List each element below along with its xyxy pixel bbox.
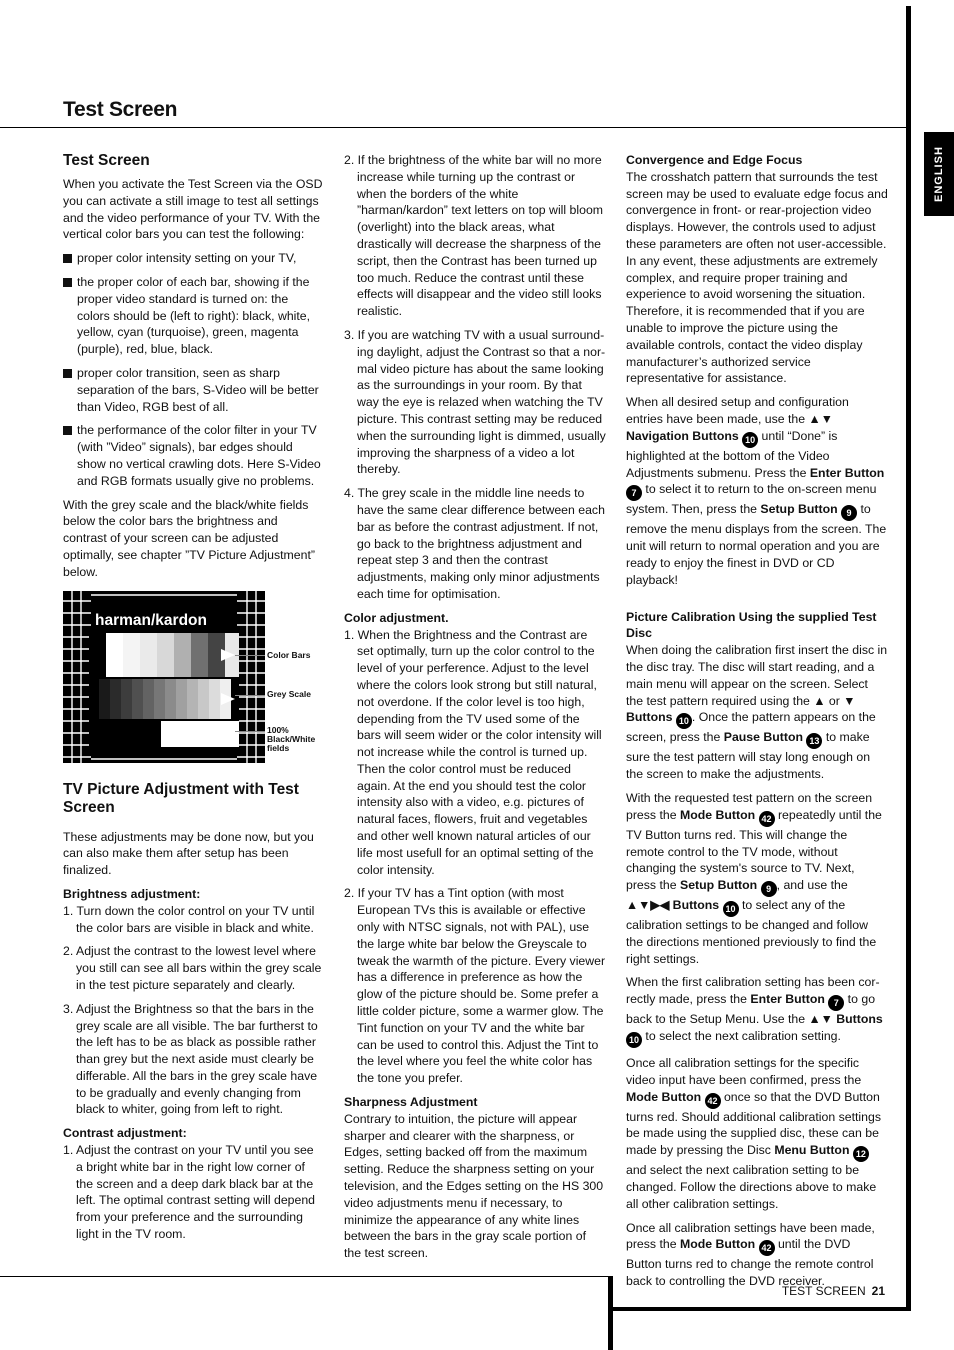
number-badge-icon: 12	[853, 1146, 869, 1162]
numbered-step: 2. If the brightness of the white bar will no more increase while turning up the contrast or when the borders of the white ”harman/kardon” text letters on top will bloom (overlight) into the black areas, what drastically will decrease the sharpness of the script, then the Contrast has been turned up too much. Reduce the contrast until these effects will disappear and the video still looks realistic.	[344, 153, 604, 319]
brand-logo-text: harman/kardon	[95, 611, 207, 629]
bottom-rule	[0, 1276, 610, 1277]
number-badge-icon: 9	[841, 505, 857, 521]
paragraph: These adjustments may be done now, but you can also make them after setup has been finalized.	[63, 829, 314, 878]
subheading-brightness: Brightness adjustment:	[63, 886, 201, 901]
subheading-color: Color adjustment.	[344, 610, 449, 625]
numbered-step: 3. Adjust the Brightness so that the bars in the grey scale are all visible. The bar furtherst to the left has to be as black as possible rather than grey but the next aside must clearly be differable. All the bars in the grey scale have to be gradually and evenly changing from black to whiter, going from left to right.	[63, 1001, 318, 1117]
grey-scale-leader-line	[235, 695, 265, 696]
label-grey-scale: Grey Scale	[267, 688, 311, 699]
bullet-item	[63, 274, 323, 358]
bullet-item	[63, 365, 323, 415]
number-badge-icon: 10	[676, 713, 692, 729]
up-arrow-icon: ▲	[813, 693, 826, 708]
bw-fields-leader-line	[235, 731, 265, 732]
numbered-step: 2. If your TV has a Tint option (with most European TVs this is available or effective only with NTSC signals, not with PAL), use the large white bar below the Greyscale to tweak the warmth of the picture. Every viewer has a difference in preference as how the glow of the picture should be. Some prefer a little colder picture, some a warmer glow. The Tint function on your TV and the white bar can be used to control this. Adjust the Tint to the level where you feel the white color has the tone you prefer.	[344, 886, 606, 1086]
bottom-horizontal-bar	[608, 1307, 911, 1311]
numbered-step: 4. The grey scale in the middle line needs to have the same clear difference between each bar as before the contrast adjustment. If not, go back to the brightness adjustment and repeat step 3 and then the contrast adjustments, making only minor adjustments each time for optimisation.	[344, 486, 605, 601]
paragraph-cal-1: When doing the calibration first insert the disc in the disc tray. The disc will start reading, and a main menu will appear on the screen. Select the test pattern required using the ▲ or ▼ Buttons 10 . Once the pattern appears on the screen, press the Pause Button 13 to make sure the test pattern will stay long enough on the screen to make the adjustments.	[626, 643, 888, 782]
bullet-text: the performance of the color filter in your TV (with ”Video” signals), bar edges should show no vertical crawling dots. Here S-Video and RGB formats usually give no problems.	[77, 423, 321, 488]
number-badge-icon: 7	[626, 485, 642, 501]
bullet-text: proper color transition, seen as sharp separation of the bars, S-Video will be better than Video, RGB best of all.	[77, 365, 319, 414]
number-badge-icon: 7	[828, 995, 844, 1011]
paragraph-cal-5: Once all calibration settings have been made, press the Mode Button 42 until the DVD Button turns red to change the remote control back to controlling the DVD receiver.	[626, 1220, 875, 1289]
column-1	[63, 150, 323, 1250]
number-badge-icon: 10	[626, 1032, 642, 1048]
number-badge-icon: 42	[759, 1240, 775, 1256]
subheading-convergence: Convergence and Edge Focus	[626, 153, 803, 167]
number-badge-icon: 10	[742, 432, 758, 448]
subheading-calibration: Picture Calibration Using the supplied Test Disc	[626, 609, 877, 641]
number-badge-icon: 13	[806, 733, 822, 749]
test-pattern-image	[63, 591, 265, 763]
label-bw-line: 100%	[267, 724, 289, 735]
column-3	[626, 152, 888, 1297]
right-margin-bar	[906, 6, 911, 1311]
color-bars-leader-line	[235, 655, 265, 656]
language-tab: ENGLISH	[924, 132, 954, 216]
bullet-text: proper color intensity setting on your TV,	[77, 251, 297, 266]
section-heading-test-screen: Test Screen	[63, 152, 150, 169]
test-pattern-figure	[63, 591, 318, 763]
paragraph-cal-4: Once all calibration settings for the specific video input have been confirmed, press the Mode Button 42 once so that the DVD Button turns red. Should additional calibration settings be made using the supplied disc, these can be made by pressing the Disc Menu Button 12 and select the next calibration setting to be changed. Follow the directions above to make all other calibration settings.	[626, 1056, 881, 1211]
bullet-square-icon	[63, 278, 72, 287]
top-rule	[0, 127, 908, 128]
down-arrow-icon: ▼	[843, 693, 856, 708]
bullet-square-icon	[63, 369, 72, 378]
nav-arrows-icon: ▲▼	[808, 411, 833, 426]
bullet-square-icon	[63, 254, 72, 263]
numbered-step: 2. Adjust the contrast to the lowest level where you still can see all bars within the grey scale in the test picture separately and clearly.	[63, 944, 322, 992]
numbered-step: 3. If you are watching TV with a usual surround-ing daylight, adjust the Contrast so that a nor-mal video picture has about the same looking as the surroundings in your room. By that way the eye is relazed when watching the TV picture. This contrast setting may be reduced when the surrounding light is dimmed, usually improving the sharpness of a video a lot thereby.	[344, 327, 606, 477]
paragraph-cal-3: When the first calibration setting has been cor-rectly made, press the Enter Button 7 to go back to the Setup Menu. Use the ▲▼ Buttons 10 to select the next calibration setting.	[626, 974, 888, 1048]
number-badge-icon: 42	[705, 1093, 721, 1109]
subheading-contrast: Contrast adjustment:	[63, 1126, 187, 1141]
number-badge-icon: 9	[761, 881, 777, 897]
paragraph-cal-2: With the requested test pattern on the screen press the Mode Button 42 repeatedly until the TV Button turns red. This will change the remote control to the TV mode, without changing the system's source to TV. Next, press the Setup Button 9 , and use the ▲▼▶◀ Buttons 10 to select any of the calibration settings to be changed and follow the directions mentioned previously to find the right settings.	[626, 790, 882, 966]
column-2	[344, 152, 606, 1269]
nav-arrows-icon: ▲▼	[808, 1012, 833, 1027]
subheading-sharpness: Sharpness Adjustment	[344, 1095, 478, 1110]
paragraph-done: When all desired setup and configuration entries have been made, use the ▲▼ Navigation Buttons 10 until “Done” is highlighted at the bottom of the Video Adjustments submenu. Press the Enter Button 7 to select it to return to the on-screen menu system. Then, press the Setup Button 9 to remove the menu displays from the screen. The unit will return to normal operation and you are ready to enjoy the finest in DVD or CD playback!	[626, 395, 887, 587]
paragraph: When you activate the Test Screen via the OSD you can activate a still image to test all settings and the video performance of your TV. With the vertical color bars you can test the following:	[63, 177, 323, 242]
paragraph: With the grey scale and the black/white fields below the color bars the brightness and contrast of your screen can be adjusted optimally, see chapter ”TV Picture Adjustment” below.	[63, 497, 315, 579]
paragraph: The crosshatch pattern that surrounds the test screen may be used to evaluate edge focus and convergence in front- or rear-projection video displays. However, the controls used to adjust these parameters are often not user-accessible. In any event, these adjustments are extremely complex, and require proper training and experience to avoid worsening the situation. Therefore, it is recommended that if you are unable to improve the picture using the available controls, contact the video display manufacturer’s authorized service representative for assistance.	[626, 169, 888, 386]
page-number: 21	[871, 1284, 885, 1298]
bullet-item	[63, 250, 323, 267]
section-heading-tv-adjustment: TV Picture Adjustment with Test Screen	[63, 780, 299, 816]
number-badge-icon: 42	[759, 811, 775, 827]
label-bw-line: Black/White	[267, 733, 316, 744]
label-color-bars: Color Bars	[267, 649, 311, 660]
page-title: Test Screen	[63, 98, 178, 121]
bottom-vertical-bar	[608, 1276, 613, 1350]
number-badge-icon: 10	[723, 901, 739, 917]
page-footer	[770, 1284, 885, 1298]
bullet-item	[63, 422, 323, 489]
numbered-step: 1. Adjust the contrast on your TV until you see a bright white bar in the right low corner of the screen and a deep dark black bar at the left. The optimal contrast setting will depend from your preference and the surrounding light in the TV room.	[63, 1143, 316, 1242]
label-bw-line: fields	[267, 742, 290, 753]
bullet-text: the proper color of each bar, showing if the proper video standard is turned on: the colors should be (left to right): black, white, yellow, cyan (turquoise), green, magenta (purple), red, blue, black.	[77, 274, 311, 357]
label-bw-fields	[267, 726, 315, 753]
numbered-step: 1. When the Brightness and the Contrast are set optimally, turn up the color control to the level of your perference. Adjust to the level where the colors look strong but still natural, not overdone. If the color level is too high, depending from the TV used some of the bars will seem wider or the color intensity will not increase while the control is turned up. Then the color control must be reduced again. At the end you should test the color intensity also with a video, e.g. pictures of natural faces, flowers, fruit and vegetables and other well known natural articles of our life most usefull for an optimal setting of the color intensity.	[344, 627, 602, 877]
bullet-square-icon	[63, 426, 72, 435]
nav-arrows-icon: ▲▼▶◀	[626, 898, 670, 913]
paragraph: Contrary to intuition, the picture will appear sharper and clearer with the sharpness, or Edges, setting backed off from the maximum setting. Reduce the sharpness setting on your television, and the Edges setting on the HS 300 video adjustments menu if necessary, to minimize the appearance of any white lines between the bars in the gray scale portion of the test screen.	[344, 1111, 604, 1261]
footer-section-title: TEST SCREEN	[781, 1284, 866, 1298]
numbered-step: 1. Turn down the color control on your TV until the color bars are visible in black and white.	[63, 903, 315, 935]
